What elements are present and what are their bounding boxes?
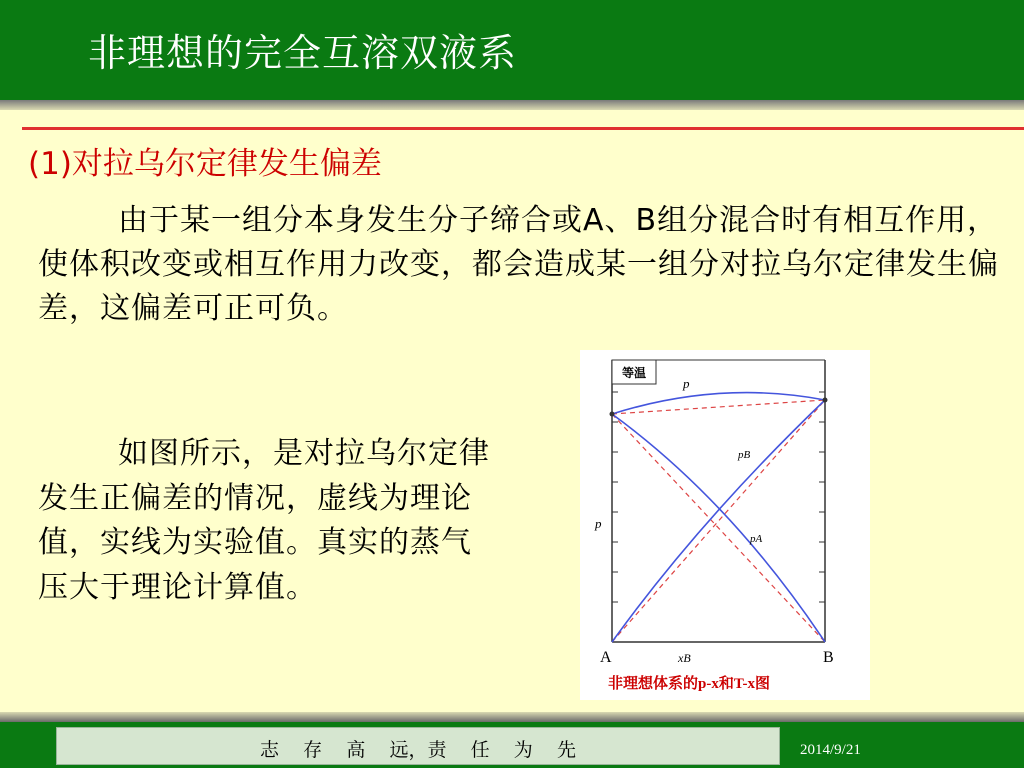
pA-star-point [610, 412, 615, 417]
motto-text: 志 存 高 远，责 任 为 先 [260, 739, 576, 761]
title-bar-shadow [0, 100, 1024, 110]
pressure-composition-figure [580, 350, 870, 700]
pB-star-point [823, 398, 828, 403]
experimental-curves [612, 393, 825, 642]
B-label: B [823, 649, 834, 666]
isothermal-label: 等温 [622, 366, 647, 380]
motto-box [56, 727, 780, 765]
paragraph-2: 如图所示，是对拉乌尔定律发生正偏差的情况，虚线为理论值，实线为实验值。真实的蒸气压大于理论计算值。 [38, 436, 490, 605]
theoretical-lines [612, 400, 825, 642]
pB-label: pB [738, 449, 751, 461]
left-ticks [612, 392, 618, 602]
section-heading: (1)对拉乌尔定律发生偏差 [28, 146, 382, 182]
slide-title: 非理想的完全互溶双液系 [88, 31, 518, 75]
divider-line [22, 127, 1024, 130]
right-ticks [819, 392, 825, 602]
footer-shadow [0, 712, 1024, 722]
theoretical-pA-line [612, 414, 825, 642]
p-total-label: p [683, 376, 690, 391]
p-axis-label: p [595, 516, 602, 531]
theoretical-total-line [612, 400, 825, 414]
paragraph-1: 由于某一组分本身发生分子缔合或A、B组分混合时有相互作用，使体积改变或相互作用力改变，都会造成某一组分对拉乌尔定律发生偏差，这偏差可正可负。 [38, 203, 999, 326]
figure-caption: 非理想体系的p-x和T-x图 [608, 676, 770, 692]
xB-label: xB [678, 651, 691, 665]
experimental-total-curve [612, 393, 825, 414]
pA-label: pA [750, 533, 763, 545]
p-x-diagram [580, 350, 870, 700]
theoretical-pB-line [612, 400, 825, 642]
title-bar [0, 0, 1024, 100]
slide-date: 2014/9/21 [800, 742, 861, 758]
A-label: A [600, 649, 612, 666]
